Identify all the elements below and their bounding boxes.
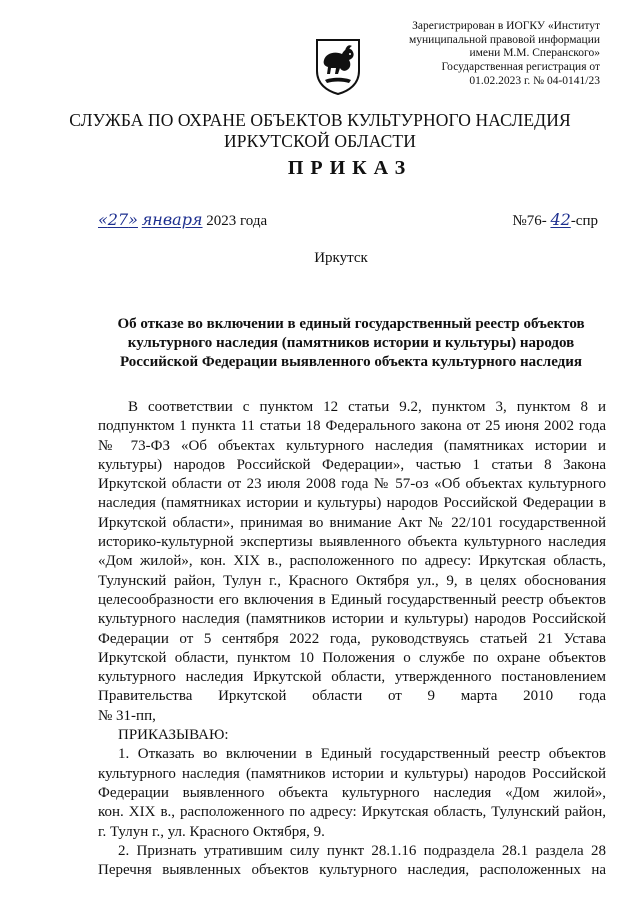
registration-line: муниципальной правовой информации	[408, 33, 600, 46]
item1-line: 1. Отказать во включении в Единый государственный реестр объектов	[118, 746, 606, 763]
agency-name	[0, 110, 640, 152]
date-close-quote: »	[128, 210, 138, 229]
body-line: культурного наследия Иркутской области, утвержденного постановлением	[98, 669, 606, 686]
order-number-handwritten: 42	[550, 210, 571, 229]
date-month: января	[141, 210, 203, 229]
item2-line: 2. Признать утратившим силу пункт 28.1.16 подраздела 28.1 раздела 28	[118, 842, 606, 859]
registration-line: Зарегистрирован в ИОГКУ «Институт	[412, 20, 600, 32]
item1-line: кон. XIX в., расположенного по адресу: Иркутская область, Тулунский район,	[98, 804, 606, 821]
title-line: культурного наследия (памятников истории и культуры) народов	[127, 335, 575, 352]
item1-line: г. Тулун г., ул. Красного Октября, 9.	[98, 823, 325, 840]
item1-line: культурного наследия (памятников истории и культуры) народов Российской	[98, 765, 606, 782]
body-line: Тулунский район, Тулун г., Красного Октября ул., 9, в целях обоснования	[98, 572, 606, 589]
body-line: Иркутской области», принимая во внимание Акт № 22/101 государственной	[98, 514, 606, 531]
body-line: Иркутской области, пунктом 10 Положения о службе по охране объектов	[98, 649, 606, 666]
body-line: «Дом жилой», кон. XIX в., расположенного по адресу: Иркутская область,	[98, 553, 606, 570]
agency-name-line: ИРКУТСКОЙ ОБЛАСТИ	[224, 131, 416, 151]
registration-note	[360, 20, 600, 89]
registration-line: Государственная регистрация от	[441, 61, 600, 74]
document-type: ПРИКАЗ	[287, 157, 413, 179]
body-line: № 73-ФЗ «Об объектах культурного наследия (памятниках истории и	[98, 437, 606, 454]
body-line: историко-культурной экспертизы выявленного объекта культурного наследия	[98, 534, 606, 551]
body-line: Иркутской области от 23 июля 2008 года № 57-оз «Об объектах культурного	[98, 476, 606, 493]
body-line: Федерации от 5 сентября 2022 года, руководствуясь статьей 21 Устава	[98, 630, 606, 647]
order-number-prefix: №76-	[512, 213, 547, 229]
order-number	[512, 210, 598, 230]
body-line: культурного наследия (памятников истории и культуры) народов Российской	[98, 611, 606, 628]
body-line: подпунктом 1 пункта 11 статьи 18 Федерального закона от 25 июня 2002 года	[98, 418, 606, 435]
date-day: 27	[107, 210, 129, 229]
title-line: Российской Федерации выявленного объекта культурного наследия	[119, 354, 583, 371]
document-body	[98, 398, 606, 880]
city: Иркутск	[314, 250, 368, 266]
agency-name-line: СЛУЖБА ПО ОХРАНЕ ОБЪЕКТОВ КУЛЬТУРНОГО НАСЛЕДИЯ	[69, 110, 571, 130]
order-number-suffix: -спр	[570, 213, 598, 229]
order-date	[98, 210, 267, 230]
item2-line: Перечня выявленных объектов культурного наследия, расположенных на	[98, 862, 606, 879]
body-line: Правительства Иркутской области от 9 марта 2010 года	[98, 688, 606, 705]
body-line: культуры) народов Российской Федерации», частью 1 статьи 8 Закона	[98, 456, 606, 473]
body-line: целесообразности его включения в Единый государственный реестр объектов	[98, 591, 606, 608]
irkutsk-coat-of-arms-icon	[313, 37, 363, 95]
body-line: наследия (памятниках истории и культуры) народов Российской Федерации в	[98, 495, 606, 512]
date-open-quote: «	[98, 210, 108, 229]
registration-line: имени М.М. Сперанского»	[469, 47, 600, 60]
document-title	[98, 315, 604, 373]
body-line: № 31-пп,	[98, 707, 156, 724]
date-year: 2023 года	[206, 213, 268, 229]
registration-line: 01.02.2023 г. № 04-0141/23	[469, 74, 600, 87]
title-line: Об отказе во включении в единый государственный реестр объектов	[117, 316, 585, 332]
order-word: ПРИКАЗЫВАЮ:	[118, 727, 229, 744]
body-line: В соответствии с пунктом 12 статьи 9.2, пунктом 3, пунктом 8 и	[128, 399, 606, 415]
item1-line: Федерации выявленного объекта культурного наследия «Дом жилой»,	[98, 784, 606, 801]
